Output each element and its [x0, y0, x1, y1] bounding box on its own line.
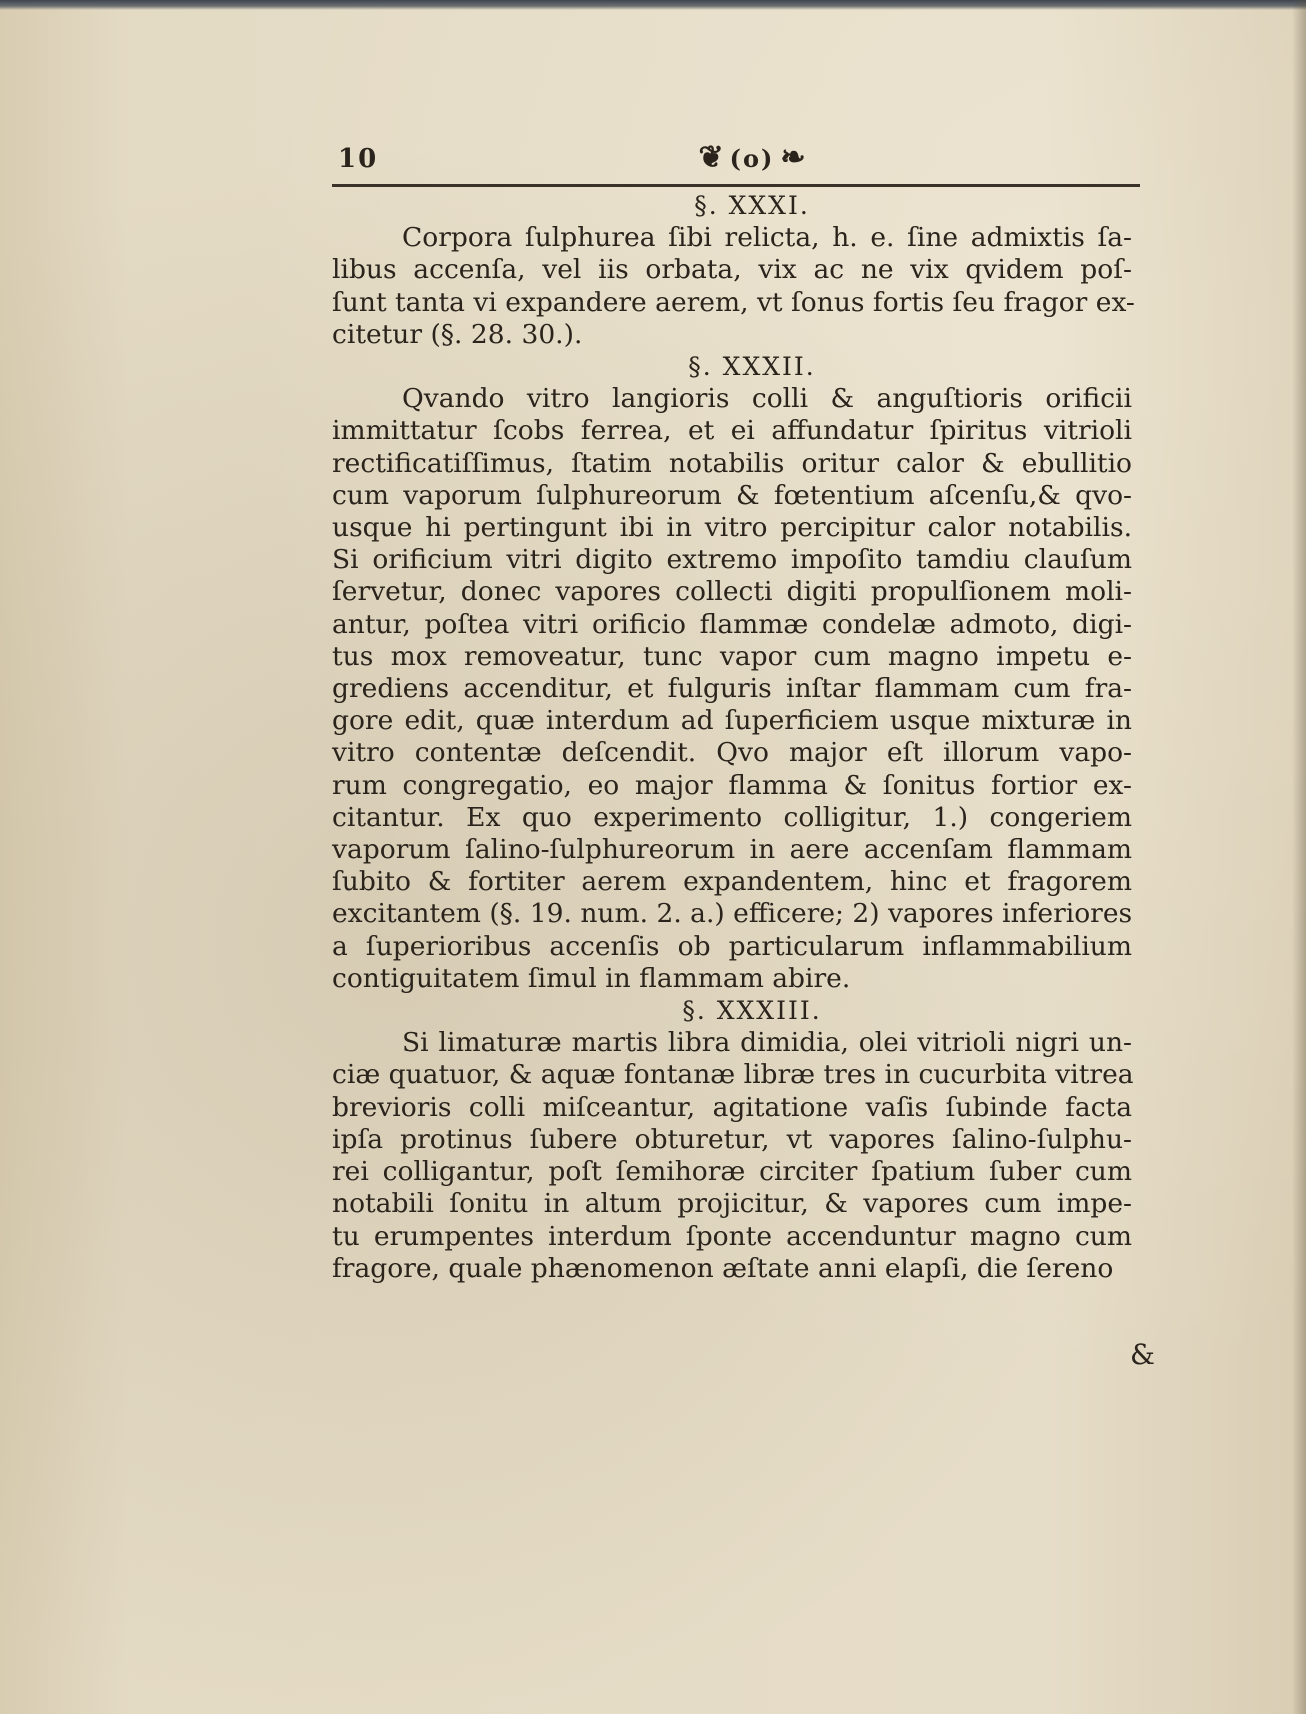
text-line: Si orificium vitri digito extremo impoſito tamdiu clauſum	[332, 544, 1132, 576]
fleuron-left-icon: ❦	[698, 140, 724, 175]
text-line: ſunt tanta vi expandere aerem, vt ſonus fortis ſeu fragor ex-	[332, 286, 1135, 318]
header-ornament	[642, 138, 862, 178]
ornament-mark: (o)	[729, 143, 775, 173]
text-line: rum congregatio, eo major flamma & ſonitus fortior ex-	[332, 769, 1132, 801]
text-line: cum vaporum ſulphureorum & fœtentium aſcenſu,& qvo-	[332, 479, 1132, 511]
text-line: Qvando vitro langioris colli & anguſtioris orificii	[402, 383, 1132, 415]
text-line: notabili ſonitu in altum projicitur, & vapores cum impe-	[332, 1188, 1132, 1220]
text-line: ipſa protinus ſubere obturetur, vt vapores ſalino-ſulphu-	[332, 1123, 1132, 1155]
text-line: libus accenſa, vel iis orbata, vix ac ne vix qvidem poſ-	[332, 254, 1132, 286]
text-line: tu erumpentes interdum ſponte accenduntur magno cum	[332, 1220, 1132, 1252]
text-line: ſubito & fortiter aerem expandentem, hinc et fragorem	[332, 866, 1132, 898]
text-line: gore edit, quæ interdum ad ſuperficiem usque mixturæ in	[332, 705, 1132, 737]
section-heading: §. XXXI.	[694, 191, 810, 220]
text-line: Si limaturæ martis libra dimidia, olei vitrioli nigri un-	[402, 1027, 1132, 1059]
text-line: brevioris colli miſceantur, agitatione vaſis ſubinde facta	[332, 1091, 1132, 1123]
text-line: immittatur ſcobs ferrea, et ei affundatur ſpiritus vitrioli	[332, 415, 1132, 447]
text-line: antur, poſtea vitri orificio flammæ condelæ admoto, digi-	[332, 608, 1132, 640]
text-line: citantur. Ex quo experimento colligitur, 1.) congeriem	[332, 801, 1132, 833]
text-line: contiguitatem ſimul in flammam abire.	[332, 962, 851, 994]
section-heading: §. XXXII.	[688, 352, 816, 382]
page-header	[332, 136, 1140, 186]
page-right-edge-shadow	[1292, 0, 1306, 1714]
text-line: ciæ quatuor, & aquæ fontanæ libræ tres in cucurbita vitrea	[332, 1059, 1134, 1091]
text-line: vitro contentæ deſcendit. Qvo major eſt illorum vapo-	[332, 737, 1132, 769]
header-rule	[332, 184, 1140, 187]
text-line: citetur (§. 28. 30.).	[332, 318, 583, 350]
text-line: a ſuperioribus accenſis ob particularum inflammabilium	[332, 930, 1132, 962]
text-line: ſervetur, donec vapores collecti digiti propulſionem moli-	[332, 576, 1132, 608]
body-text	[332, 190, 1135, 1285]
text-line: vaporum ſalino-ſulphureorum in aere accenſam flammam	[332, 834, 1132, 866]
page-number: 10	[338, 144, 379, 174]
text-line: Corpora ſulphurea ſibi relicta, h. e. ſine admixtis ſa-	[402, 222, 1132, 254]
fleuron-right-icon: ❧	[780, 140, 806, 175]
text-line: rectificatiſſimus, ſtatim notabilis oritur calor & ebullitio	[332, 447, 1132, 479]
text-line: usque hi pertingunt ibi in vitro percipitur calor notabilis.	[332, 512, 1132, 544]
text-line: tus mox removeatur, tunc vapor cum magno impetu e-	[332, 640, 1132, 672]
section-heading: §. XXXIII.	[682, 996, 822, 1026]
text-line: rei colligantur, poſt ſemihoræ circiter ſpatium ſuber cum	[332, 1156, 1132, 1188]
page-top-edge	[0, 0, 1306, 10]
text-line: fragore, quale phænomenon æſtate anni elapſi, die ſereno	[332, 1252, 1114, 1284]
text-line: excitantem (§. 19. num. 2. a.) efficere; 2) vapores inferiores	[332, 898, 1133, 930]
text-line: grediens accenditur, et fulguris inſtar flammam cum fra-	[332, 673, 1132, 705]
catchword: &	[1130, 1338, 1155, 1371]
